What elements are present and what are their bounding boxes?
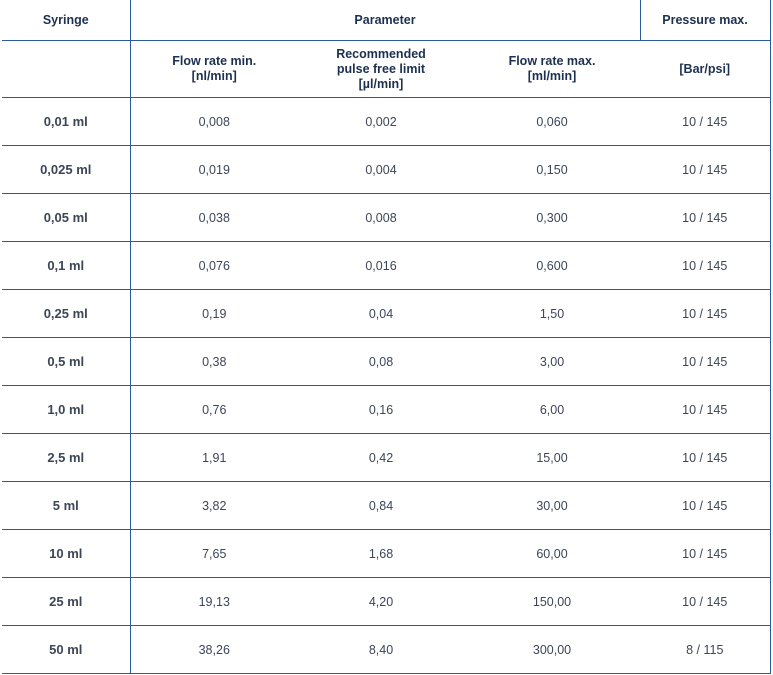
header-syringe-blank	[2, 41, 130, 98]
cell-pressure: 10 / 145	[640, 386, 770, 434]
cell-flow-max: 6,00	[464, 386, 640, 434]
cell-pressure: 10 / 145	[640, 242, 770, 290]
cell-syringe: 0,1 ml	[2, 242, 130, 290]
table-row	[2, 194, 770, 242]
cell-syringe: 25 ml	[2, 578, 130, 626]
cell-flow-min: 38,26	[130, 626, 298, 674]
cell-flow-min: 0,038	[130, 194, 298, 242]
cell-flow-min: 0,008	[130, 98, 298, 146]
cell-flow-min: 1,91	[130, 434, 298, 482]
header-flow-min-unit: [nl/min]	[191, 69, 237, 83]
cell-pressure: 10 / 145	[640, 578, 770, 626]
cell-syringe: 0,05 ml	[2, 194, 130, 242]
header-pressure-unit: [Bar/psi]	[640, 41, 770, 98]
cell-flow-min: 0,076	[130, 242, 298, 290]
cell-pulse-free: 0,42	[298, 434, 464, 482]
table-row	[2, 482, 770, 530]
cell-flow-max: 15,00	[464, 434, 640, 482]
header-pulse-free-label-1: Recommended	[336, 46, 426, 61]
header-flow-min-label: Flow rate min.	[172, 54, 257, 68]
table-row	[2, 242, 770, 290]
header-pulse-free-unit: [µl/min]	[358, 76, 404, 91]
header-row-sub	[2, 41, 770, 98]
cell-pulse-free: 0,008	[298, 194, 464, 242]
header-pulse-free-label-2: pulse free limit	[336, 61, 426, 76]
table-row	[2, 146, 770, 194]
header-pressure-max: Pressure max.	[640, 0, 770, 41]
header-flow-max-label: Flow rate max.	[508, 54, 596, 68]
cell-syringe: 0,01 ml	[2, 98, 130, 146]
cell-pressure: 10 / 145	[640, 434, 770, 482]
header-syringe: Syringe	[2, 0, 130, 41]
cell-pressure: 10 / 145	[640, 146, 770, 194]
cell-syringe: 5 ml	[2, 482, 130, 530]
cell-flow-max: 0,300	[464, 194, 640, 242]
cell-pressure: 10 / 145	[640, 338, 770, 386]
header-flow-min	[130, 41, 298, 98]
cell-pressure: 8 / 115	[640, 626, 770, 674]
cell-flow-max: 0,150	[464, 146, 640, 194]
cell-flow-min: 0,38	[130, 338, 298, 386]
table-row	[2, 338, 770, 386]
cell-flow-min: 0,19	[130, 290, 298, 338]
cell-syringe: 50 ml	[2, 626, 130, 674]
cell-flow-min: 3,82	[130, 482, 298, 530]
cell-flow-max: 0,600	[464, 242, 640, 290]
table-row	[2, 626, 770, 674]
cell-flow-max: 1,50	[464, 290, 640, 338]
cell-pressure: 10 / 145	[640, 194, 770, 242]
cell-flow-max: 30,00	[464, 482, 640, 530]
table-row	[2, 578, 770, 626]
cell-pulse-free: 0,002	[298, 98, 464, 146]
table-body	[2, 0, 770, 674]
cell-flow-min: 0,76	[130, 386, 298, 434]
table-row	[2, 386, 770, 434]
header-parameter: Parameter	[130, 0, 640, 41]
syringe-spec-table	[2, 0, 771, 674]
cell-pulse-free: 0,004	[298, 146, 464, 194]
cell-syringe: 1,0 ml	[2, 386, 130, 434]
header-pulse-free	[298, 41, 464, 98]
cell-flow-max: 0,060	[464, 98, 640, 146]
cell-pulse-free: 1,68	[298, 530, 464, 578]
cell-pulse-free: 0,16	[298, 386, 464, 434]
cell-flow-min: 7,65	[130, 530, 298, 578]
cell-pulse-free: 0,08	[298, 338, 464, 386]
cell-pulse-free: 0,016	[298, 242, 464, 290]
cell-flow-max: 150,00	[464, 578, 640, 626]
cell-flow-min: 19,13	[130, 578, 298, 626]
cell-pressure: 10 / 145	[640, 98, 770, 146]
cell-pulse-free: 4,20	[298, 578, 464, 626]
cell-pulse-free: 8,40	[298, 626, 464, 674]
cell-pulse-free: 0,84	[298, 482, 464, 530]
cell-flow-max: 60,00	[464, 530, 640, 578]
cell-pressure: 10 / 145	[640, 290, 770, 338]
header-flow-max-unit: [ml/min]	[527, 69, 577, 83]
cell-pressure: 10 / 145	[640, 530, 770, 578]
cell-syringe: 0,25 ml	[2, 290, 130, 338]
cell-syringe: 0,025 ml	[2, 146, 130, 194]
header-row-top	[2, 0, 770, 41]
cell-pulse-free: 0,04	[298, 290, 464, 338]
table-row	[2, 530, 770, 578]
cell-flow-max: 3,00	[464, 338, 640, 386]
table-row	[2, 434, 770, 482]
cell-syringe: 0,5 ml	[2, 338, 130, 386]
table-row	[2, 290, 770, 338]
cell-syringe: 10 ml	[2, 530, 130, 578]
header-flow-max	[464, 41, 640, 98]
table-row	[2, 98, 770, 146]
cell-syringe: 2,5 ml	[2, 434, 130, 482]
cell-flow-min: 0,019	[130, 146, 298, 194]
cell-flow-max: 300,00	[464, 626, 640, 674]
cell-pressure: 10 / 145	[640, 482, 770, 530]
